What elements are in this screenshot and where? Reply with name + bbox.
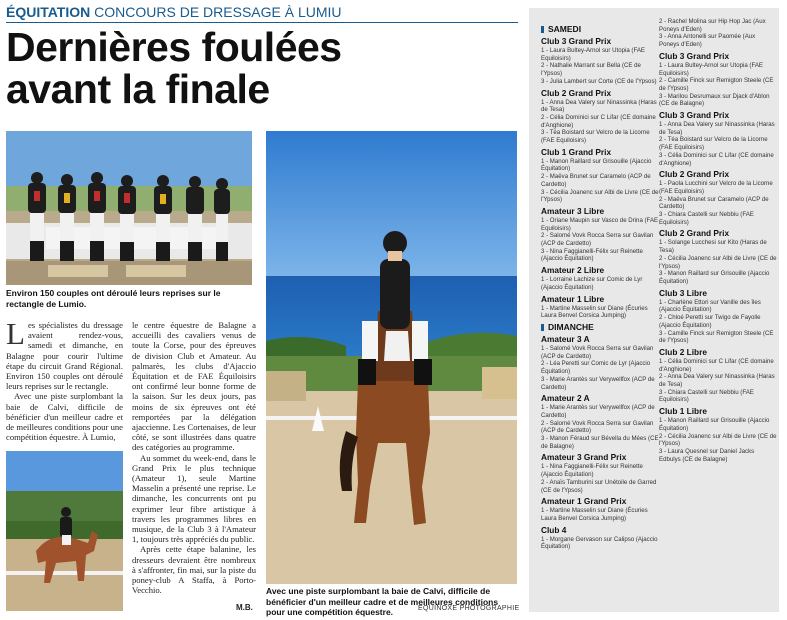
results-category: Amateur 1 Libre	[541, 293, 605, 304]
results-entry: 3 - Laura Quesnel sur Daniel Jacks Edbulys (CE de Balagne)	[659, 447, 755, 463]
results-entry: 1 - Salomé Vovk Rocca Serra sur Gavilan (ACP de Cardetto)	[541, 344, 654, 360]
rubric-topic: CONCOURS DE DRESSAGE À LUMIU	[94, 4, 342, 20]
results-entry: 2 - Cécilia Joanenc sur Albi de Livre (CE de l'Ypsos)	[659, 254, 777, 270]
results-entry: 1 - Martine Masselin sur Diane (Écuries Laura Benvel Corsica Jumping)	[541, 304, 648, 320]
results-entry: 1 - Paola Lucchini sur Velcro de la Licorne (FAE Equiloisirs)	[659, 180, 773, 195]
results-entry: 2 - Nathalie Marrant sur Bella (CE de l'Ypsos)	[541, 62, 641, 78]
results-day-heading	[541, 24, 659, 34]
results-category: Club 3 Libre	[659, 287, 707, 298]
results-category: Club 3 Grand Prix	[541, 36, 612, 46]
results-category: Club 4	[541, 524, 567, 535]
results-day-label: SAMEDI	[548, 24, 582, 34]
results-category: Club 1 Grand Prix	[541, 146, 612, 157]
results-entry: 1 - Laura Bultey-Arnol sur Utopia (FAE Equiloisirs)	[659, 61, 763, 77]
results-entry: 2 - Maëva Brunet sur Caramelo (ACP de Cardetto)	[541, 173, 651, 188]
results-category: Amateur 2 A	[541, 393, 590, 404]
results-entry: 2 - Salomé Vovk Rocca Serra sur Gavilan (ACP de Cardetto)	[541, 419, 654, 435]
results-entry: 3 - Chiara Castelli sur Nebbiu (FAE Equiloisirs)	[659, 211, 754, 226]
results-entry: 1 - Marie Arantès sur Verywellfox (ACP de Cardetto)	[541, 404, 655, 419]
rubric-section: ÉQUITATION	[6, 4, 91, 20]
results-column-2	[659, 18, 777, 463]
podium-caption: Environ 150 couples ont déroulé leurs reprises sur le rectangle de Lumio.	[6, 288, 221, 309]
results-entry: 2 - Rachel Molina sur Hip Hop Jac (Aux Poneys d'Eden)	[659, 18, 766, 33]
results-entry: 3 - Nina Faggianelli-Félix sur Reinette (Ajaccio Équitation)	[541, 247, 643, 263]
results-entry: 1 - Charlène Ettori sur Vanille des îles (Ajaccio Équitation)	[659, 298, 761, 314]
results-entry: 1 - Manon Raillard sur Grisouille (Ajaccio Équitation)	[659, 417, 770, 432]
results-category: Amateur 3 Libre	[541, 205, 605, 216]
results-category: Club 3 Grand Prix	[659, 50, 730, 61]
results-category: Club 2 Grand Prix	[659, 228, 730, 239]
results-entry: 1 - Nina Faggianelli-Félix sur Reinette (Ajaccio Équitation)	[541, 463, 643, 479]
results-category: Amateur 3 Grand Prix	[541, 452, 627, 463]
headline	[6, 26, 518, 110]
results-day-label: DIMANCHE	[548, 321, 594, 332]
results-entry: 2 - Anna Dea Valery sur Ninassinka (Haras de Tesa)	[659, 373, 775, 389]
results-entry: 3 - Anna Antonelli sur Paomée (Aux Poneys d'Eden)	[659, 33, 756, 49]
article-column-2	[132, 320, 256, 595]
results-sidebar	[529, 8, 779, 612]
results-entry: 2 - Camille Finck sur Remigton Steele (CE de l'Ypsos)	[659, 77, 774, 92]
results-category: Amateur 2 Libre	[541, 265, 605, 276]
results-entry: 2 - Anaïs Tamburini sur Unétoile de Garred (CE de l'Ypsos)	[541, 478, 657, 494]
small-dressage-photo	[6, 451, 123, 611]
results-category: Club 2 Grand Prix	[659, 169, 730, 180]
results-entry: 2 - Téa Boistard sur Velcro de la Licorne (FAE Equiloisirs)	[659, 136, 768, 152]
results-category: Club 2 Libre	[659, 346, 707, 357]
headline-line-1: Dernières foulées	[6, 24, 342, 70]
article-paragraph-1: Les spécialistes du dressage avaient rendez-vous, samedi et dimanche, en Balagne pour courir l'ultime étape du circuit Grand Régional. Environ 150 couples ont déroulé leurs reprises sur le rectangle.	[6, 316, 123, 392]
main-dressage-photo	[266, 131, 517, 584]
results-category: Club 1 Libre	[659, 406, 707, 417]
results-entry: 2 - Cécilia Joanenc sur Albi de Livre (CE de l'Ypsos)	[659, 432, 777, 448]
results-entry: 1 - Oriane Maupin sur Vasco de Drina (FAE Equiloisirs)	[541, 216, 659, 232]
square-bullet-icon	[541, 26, 544, 33]
article-paragraph-5: Après cette étape balanine, les dresseurs devraient être nombreux à s'affronter, fin mai, sur la piste du poney-club A Staffa, à Porto-Vecchio.	[132, 544, 256, 596]
podium-photo	[6, 131, 252, 285]
results-entry: 2 - Léa Peretti sur Comic de Lyr (Ajaccio Équitation)	[541, 360, 651, 376]
article-paragraph-3: le centre équestre de Balagne a accueilli des cavaliers venus de toute la Corse, pour des épreuves de division Club et Amateur. Au palmarès, les clubs d'Ajaccio Équitation et de FAE Équiloisirs ont confirmé leur bonne forme de la saison. Sur les deux jours, pas moins de six épreuves ont été remportées par la délégation ajaccienne. Les Cortenaises, de leur côté, se sont illustrées dans quatre des catégories au programme.	[132, 320, 256, 453]
results-entry: 1 - Martine Masselin sur Diane (Écuries Laura Benvel Corsica Jumping)	[541, 507, 648, 522]
results-entry: 3 - Marilou Desrumaux sur Djack d'Ablon (CE de Balagne)	[659, 92, 770, 108]
author-signature: M.B.	[236, 603, 253, 612]
results-entry: 1 - Manon Raillard sur Grisouille (Ajaccio Équitation)	[541, 157, 652, 173]
article-paragraph-4: Au sommet du week-end, dans le Grand Prix le plus technique (Amateur 1), seule Martine Masselin a présenté une reprise. Le dimanche, les concurrents ont pu exprimer leur fibre artistique à travers les programmes libres en musique, de la Club 3 à l'Amateur 1, toujours très appréciés du public.	[132, 452, 256, 545]
results-entry: 1 - Anna Dea Valery sur Ninassinka (Haras de Tesa)	[659, 121, 775, 136]
results-entry: 1 - Célia Dominici sur C Lifar (CE domaine d'Anghione)	[659, 357, 774, 373]
results-entry: 2 - Célia Dominici sur C Lifar (CE domaine d'Anghione)	[541, 113, 656, 129]
photo-credit: EQUINOXE PHOTOGRAPHIE	[418, 605, 520, 612]
results-entry: 3 - Marie Arantès sur Verywellfox (ACP de Cardetto)	[541, 375, 655, 391]
results-entry: 3 - Manon Raillard sur Grisouille (Ajaccio Équitation)	[659, 270, 770, 285]
results-entry: 1 - Solange Lucchesi sur Kito (Haras de Tesa)	[659, 239, 767, 255]
results-entry: 2 - Salomé Vovk Rocca Serra sur Gavilan (ACP de Cardetto)	[541, 232, 654, 248]
results-category: Club 3 Grand Prix	[659, 110, 730, 121]
article-paragraph-2: Avec une piste surplombant la baie de Calvi, difficile de bénéficier d'un meilleur cadre et de meilleures conditions pour une compétition équestre. À Lumio,	[6, 391, 123, 443]
results-entry: 3 - Téa Boistard sur Velcro de la Licorne (FAE Equiloisirs)	[541, 129, 650, 145]
results-entry: 2 - Chloé Peretti sur Twigo de Fayolle (Ajaccio Équitation)	[659, 314, 761, 329]
headline-line-2: avant la finale	[6, 66, 270, 112]
rubric-rule	[6, 22, 518, 23]
square-bullet-icon	[541, 324, 544, 331]
results-entry: 3 - Julia Lambert sur Corte (CE de l'Ypsos)	[541, 77, 657, 85]
results-entry: 1 - Laura Bultey-Arnol sur Utopia (FAE Equiloisirs)	[541, 47, 645, 62]
results-category: Amateur 3 A	[541, 333, 590, 344]
results-entry: 1 - Anna Dea Valery sur Ninassinka (Haras de Tesa)	[541, 98, 657, 114]
main-caption: Avec une piste surplombant la baie de Calvi, difficile de bénéficier d'un meilleur cadre et de meilleures conditions pour une compétition équestre.	[266, 586, 499, 617]
results-entry: 3 - Manon Féraud sur Bévella du Mées (CE de Balagne)	[541, 435, 659, 450]
results-entry: 1 - Morgane Gervason sur Calipso (Ajaccio Équitation)	[541, 535, 658, 551]
results-entry: 2 - Maëva Brunet sur Caramelo (ACP de Cardetto)	[659, 195, 769, 211]
article-column-1	[6, 316, 123, 443]
dropcap: L	[6, 316, 25, 351]
results-entry: 3 - Chiara Castelli sur Nebbiu (FAE Equiloisirs)	[659, 388, 754, 404]
results-entry: 3 - Cécilia Joanenc sur Albi de Livre (CE de l'Ypsos)	[541, 188, 659, 204]
results-entry: 3 - Célia Dominici sur C Lifar (CE domaine d'Anghione)	[659, 151, 774, 167]
results-entry: 3 - Camille Finck sur Remigton Steele (CE de l'Ypsos)	[659, 329, 774, 345]
results-category: Amateur 1 Grand Prix	[541, 496, 627, 507]
rubric	[6, 4, 342, 20]
results-column-1	[541, 22, 659, 551]
results-day-heading	[541, 322, 659, 332]
results-entry: 1 - Lorraine Lachize sur Comic de Lyr (Ajaccio Équitation)	[541, 276, 643, 291]
results-category: Club 2 Grand Prix	[541, 87, 612, 98]
